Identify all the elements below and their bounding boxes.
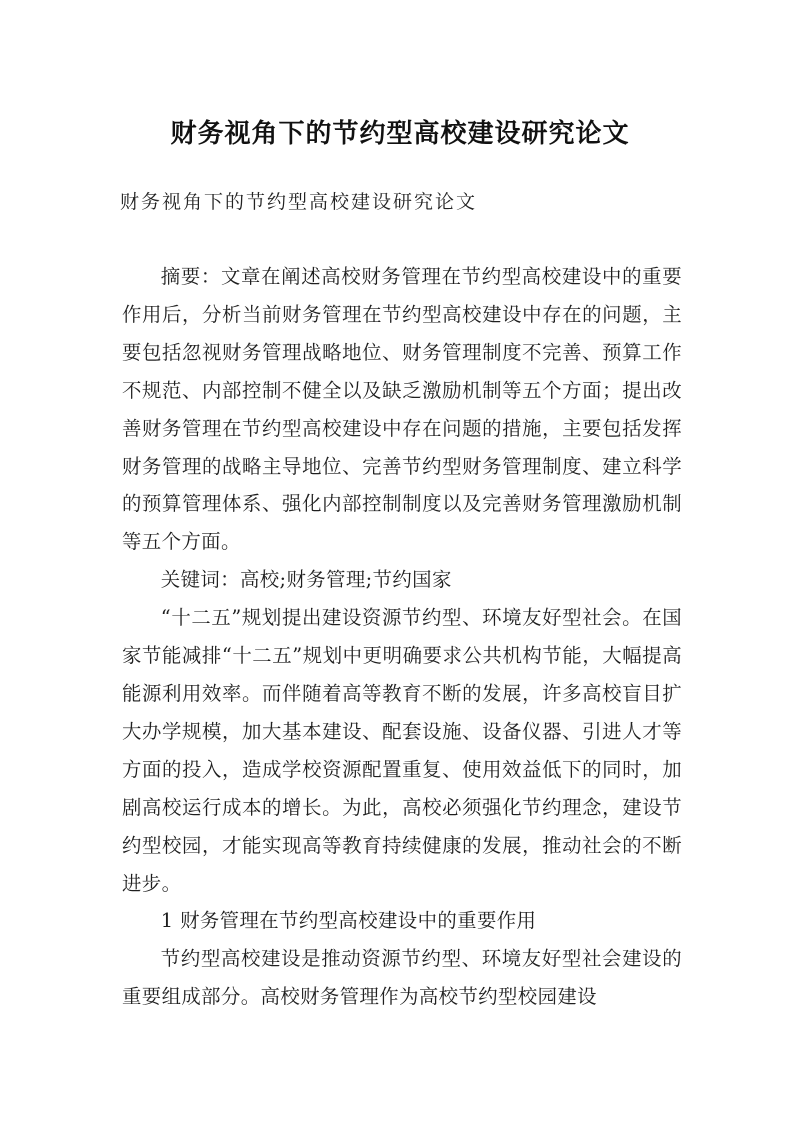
document-body [122, 258, 682, 1016]
section-paragraph: 节约型高校建设是推动资源节约型、环境友好型社会建设的重要组成部分。高校财务管理作为高校节约型校园建设 [122, 947, 682, 1009]
document-subtitle: 财务视角下的节约型高校建设研究论文 [120, 191, 478, 213]
intro-paragraph: “十二五”规划提出建设资源节约型、环境友好型社会。在国家节能减排“十二五”规划中更明确要求公共机构节能，大幅提高能源利用效率。而伴随着高等教育不断的发展，许多高校盲目扩大办学规模，加大基本建设、配套设施、设备仪器、引进人才等方面的投入，造成学校资源配置重复、使用效益低下的同时，加剧高校运行成本的增长。为此，高校必须强化节约理念，建设节约型校园，才能实现高等教育持续健康的发展，推动社会的不断进步。 [122, 606, 682, 895]
section-heading: 1 财务管理在节约型高校建设中的重要作用 [160, 909, 537, 933]
abstract-paragraph: 摘要：文章在阐述高校财务管理在节约型高校建设中的重要作用后，分析当前财务管理在节约型高校建设中存在的问题，主要包括忽视财务管理战略地位、财务管理制度不完善、预算工作不规范、内部控制不健全以及缺乏激励机制等五个方面；提出改善财务管理在节约型高校建设中存在问题的措施，主要包括发挥财务管理的战略主导地位、完善节约型财务管理制度、建立科学的预算管理体系、强化内部控制制度以及完善财务管理激励机制等五个方面。 [122, 265, 682, 554]
keywords-paragraph: 关键词：高校;财务管理;节约国家 [160, 568, 452, 592]
document-title: 财务视角下的节约型高校建设研究论文 [170, 119, 630, 150]
